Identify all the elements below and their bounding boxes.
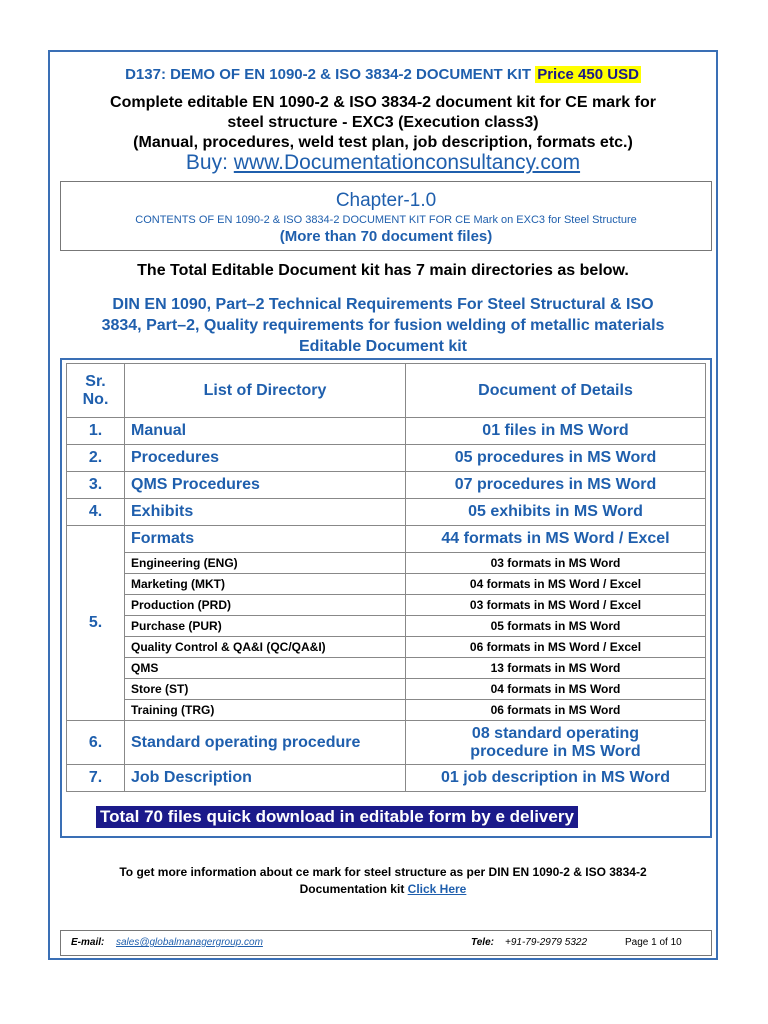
subtitle: [48, 93, 718, 153]
sub-details: 06 formats in MS Word: [406, 700, 706, 721]
sub-directory: Store (ST): [125, 679, 406, 700]
page-number: Page 1 of 10: [625, 937, 682, 948]
sub-directory: Training (TRG): [125, 700, 406, 721]
sub-details: 05 formats in MS Word: [406, 616, 706, 637]
subtable-row: [67, 574, 706, 595]
subtable-row: [67, 616, 706, 637]
row-directory: Job Description: [125, 765, 406, 792]
row-sr: 2.: [67, 445, 125, 472]
tel-number: +91-79-2979 5322: [505, 937, 588, 948]
directories-summary: The Total Editable Document kit has 7 main directories as below.: [137, 262, 629, 279]
subtable-row: [67, 700, 706, 721]
row-sr: 4.: [67, 499, 125, 526]
row-details: 07 procedures in MS Word: [406, 472, 706, 499]
header-sr-no: Sr. No.: [67, 364, 125, 418]
table-row-formats: [67, 526, 706, 553]
din-line: 3834, Part–2, Quality requirements for fusion welding of metallic materials: [101, 317, 665, 334]
table-row: [67, 472, 706, 499]
price-badge: Price 450 USD: [537, 66, 639, 83]
buy-line: [48, 151, 718, 175]
row-directory: Exhibits: [125, 499, 406, 526]
sub-details: 03 formats in MS Word: [406, 553, 706, 574]
buy-link[interactable]: www.Documentationconsultancy.com: [233, 151, 581, 174]
document-title: [48, 66, 718, 83]
title-text: D137: DEMO OF EN 1090-2 & ISO 3834-2 DOCUMENT KIT: [125, 66, 532, 83]
row-directory: Standard operating procedure: [125, 721, 406, 765]
sub-details: 13 formats in MS Word: [406, 658, 706, 679]
chapter-contents: CONTENTS OF EN 1090-2 & ISO 3834-2 DOCUMENT KIT FOR CE Mark on EXC3 for Steel Structure: [135, 214, 637, 226]
email-link[interactable]: sales@globalmanagergroup.com: [116, 937, 263, 948]
row-directory: Procedures: [125, 445, 406, 472]
row-directory: Formats: [125, 526, 406, 553]
sub-directory: Production (PRD): [125, 595, 406, 616]
table-row: [67, 499, 706, 526]
row-sr: 5.: [67, 526, 125, 721]
subtable-row: [67, 637, 706, 658]
click-here-link[interactable]: Click Here: [407, 882, 467, 896]
sub-directory: Marketing (MKT): [125, 574, 406, 595]
sub-details: 06 formats in MS Word / Excel: [406, 637, 706, 658]
subtitle-line: steel structure - EXC3 (Execution class3): [227, 114, 539, 131]
row-directory: QMS Procedures: [125, 472, 406, 499]
footer-info: [48, 864, 718, 898]
subtable-row: [67, 553, 706, 574]
chapter-title: Chapter-1.0: [335, 190, 437, 211]
row-sr: 7.: [67, 765, 125, 792]
sub-directory: QMS: [125, 658, 406, 679]
table-row: [67, 445, 706, 472]
contact-bar: [60, 930, 712, 956]
footer-info-line: Documentation kit Click Here: [299, 882, 467, 896]
footer-info-line: To get more information about ce mark for steel structure as per DIN EN 1090-2 & ISO 3834-2: [119, 865, 647, 879]
table-header-row: [67, 364, 706, 418]
row-details: 01 files in MS Word: [406, 418, 706, 445]
din-line: Editable Document kit: [298, 338, 468, 355]
row-details: 01 job description in MS Word: [406, 765, 706, 792]
row-directory: Manual: [125, 418, 406, 445]
sub-directory: Purchase (PUR): [125, 616, 406, 637]
sub-details: 04 formats in MS Word: [406, 679, 706, 700]
chapter-file-count: (More than 70 document files): [279, 228, 493, 245]
chapter-box: [60, 181, 712, 251]
header-document-details: Document of Details: [406, 364, 706, 418]
email-label: E-mail:: [71, 937, 105, 948]
row-details: 05 exhibits in MS Word: [406, 499, 706, 526]
table-row: [67, 721, 706, 765]
subtable-row: [67, 679, 706, 700]
table-row: [67, 418, 706, 445]
subtable-row: [67, 658, 706, 679]
din-line: DIN EN 1090, Part–2 Technical Requirements For Steel Structural & ISO: [112, 296, 654, 313]
subtitle-line: (Manual, procedures, weld test plan, job description, formats etc.): [133, 134, 633, 151]
row-sr: 1.: [67, 418, 125, 445]
tel-label: Tele:: [471, 937, 494, 948]
row-details: 05 procedures in MS Word: [406, 445, 706, 472]
table-row: [67, 765, 706, 792]
header-list-of-directory: List of Directory: [125, 364, 406, 418]
sub-details: 04 formats in MS Word / Excel: [406, 574, 706, 595]
sub-directory: Quality Control & QA&I (QC/QA&I): [125, 637, 406, 658]
total-files-banner: Total 70 files quick download in editable form by e delivery: [96, 806, 578, 828]
subtable-row: [67, 595, 706, 616]
sub-details: 03 formats in MS Word / Excel: [406, 595, 706, 616]
sub-directory: Engineering (ENG): [125, 553, 406, 574]
buy-label: Buy:: [185, 151, 228, 174]
row-sr: 6.: [67, 721, 125, 765]
din-title: [48, 294, 718, 357]
subtitle-line: Complete editable EN 1090-2 & ISO 3834-2 document kit for CE mark for: [110, 94, 656, 111]
row-sr: 3.: [67, 472, 125, 499]
row-details: 08 standard operating procedure in MS Word: [406, 721, 706, 765]
directory-table: [66, 363, 706, 792]
row-details: 44 formats in MS Word / Excel: [406, 526, 706, 553]
